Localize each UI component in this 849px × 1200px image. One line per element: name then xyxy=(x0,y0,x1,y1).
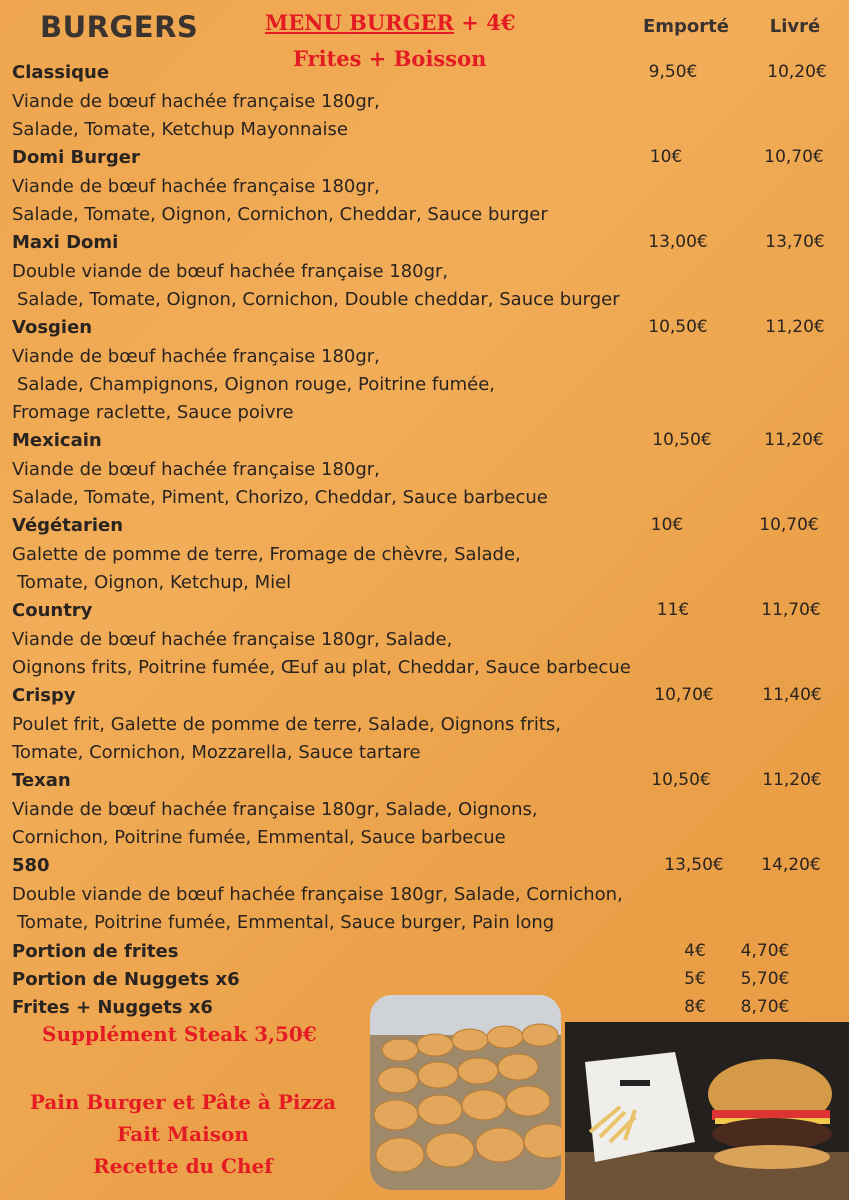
item-description-line: Double viande de bœuf hachée française 180gr, xyxy=(12,261,449,282)
item-price-delivered: 13,70€ xyxy=(765,232,825,252)
item-description-line: Viande de bœuf hachée française 180gr, xyxy=(12,346,380,367)
supplement-steak: Supplément Steak 3,50€ xyxy=(42,1022,317,1046)
menu-offer-heading xyxy=(265,10,515,35)
item-description-line: Viande de bœuf hachée française 180gr, xyxy=(12,91,380,112)
item-description-line: Tomate, Poitrine fumée, Emmental, Sauce burger, Pain long xyxy=(17,912,555,933)
item-description-line: Fromage raclette, Sauce poivre xyxy=(12,402,294,423)
item-description-line: Viande de bœuf hachée française 180gr, Salade, Oignons, xyxy=(12,799,538,820)
side-name: Frites + Nuggets x6 xyxy=(12,997,213,1018)
menu-offer-subtitle: Frites + Boisson xyxy=(293,46,487,71)
side-price-takeaway: 5€ xyxy=(684,969,706,989)
side-price-delivered: 8,70€ xyxy=(740,997,790,1017)
item-description-line: Salade, Tomate, Ketchup Mayonnaise xyxy=(12,119,348,140)
item-price-takeaway: 10€ xyxy=(649,147,683,167)
item-name: Vosgien xyxy=(12,317,93,338)
item-price-takeaway: 10,50€ xyxy=(652,430,712,450)
item-description-line: Salade, Tomate, Piment, Chorizo, Cheddar, Sauce barbecue xyxy=(12,487,548,508)
side-price-takeaway: 4€ xyxy=(684,941,706,961)
homemade-line-3: Recette du Chef xyxy=(93,1154,273,1178)
item-price-delivered: 11,20€ xyxy=(765,317,825,337)
item-price-takeaway: 10€ xyxy=(650,515,684,535)
item-price-takeaway: 13,00€ xyxy=(648,232,708,252)
burger-and-fries-photo xyxy=(565,1022,849,1200)
item-description-line: Salade, Tomate, Oignon, Cornichon, Double cheddar, Sauce burger xyxy=(17,289,620,310)
item-name: Country xyxy=(12,600,93,621)
item-name: Domi Burger xyxy=(12,147,140,168)
item-name: Mexicain xyxy=(12,430,102,451)
item-name: Texan xyxy=(12,770,71,791)
item-description-line: Salade, Tomate, Oignon, Cornichon, Cheddar, Sauce burger xyxy=(12,204,548,225)
item-price-delivered: 10,70€ xyxy=(759,515,819,535)
item-name: Classique xyxy=(12,62,110,83)
homemade-bread-buns-photo xyxy=(370,995,561,1190)
homemade-line-1: Pain Burger et Pâte à Pizza xyxy=(29,1090,337,1114)
item-description-line: Tomate, Cornichon, Mozzarella, Sauce tartare xyxy=(12,742,421,763)
item-description-line: Double viande de bœuf hachée française 180gr, Salade, Cornichon, xyxy=(12,884,623,905)
column-header-delivered: Livré xyxy=(769,16,821,37)
side-name: Portion de Nuggets x6 xyxy=(12,969,240,990)
item-price-delivered: 11,70€ xyxy=(761,600,821,620)
item-description-line: Salade, Champignons, Oignon rouge, Poitrine fumée, xyxy=(17,374,496,395)
column-header-takeaway: Emporté xyxy=(643,16,729,37)
item-description-line: Oignons frits, Poitrine fumée, Œuf au plat, Cheddar, Sauce barbecue xyxy=(12,657,631,678)
item-price-takeaway: 10,50€ xyxy=(648,317,708,337)
page-title: BURGERS xyxy=(40,10,199,44)
item-price-takeaway: 10,70€ xyxy=(654,685,714,705)
side-name: Portion de frites xyxy=(12,941,179,962)
side-price-delivered: 5,70€ xyxy=(740,969,790,989)
side-price-takeaway: 8€ xyxy=(684,997,706,1017)
item-description-line: Tomate, Oignon, Ketchup, Miel xyxy=(17,572,292,593)
item-name: Végétarien xyxy=(12,515,124,536)
item-price-takeaway: 11€ xyxy=(656,600,690,620)
item-price-delivered: 11,20€ xyxy=(764,430,824,450)
item-name: 580 xyxy=(12,855,50,876)
item-price-delivered: 10,70€ xyxy=(764,147,824,167)
item-price-delivered: 10,20€ xyxy=(767,62,827,82)
item-price-delivered: 14,20€ xyxy=(761,855,821,875)
item-price-delivered: 11,20€ xyxy=(762,770,822,790)
item-description-line: Galette de pomme de terre, Fromage de chèvre, Salade, xyxy=(12,544,521,565)
item-description-line: Viande de bœuf hachée française 180gr, xyxy=(12,176,380,197)
side-price-delivered: 4,70€ xyxy=(740,941,790,961)
item-description-line: Viande de bœuf hachée française 180gr, xyxy=(12,459,380,480)
menu-offer-label: MENU BURGER xyxy=(265,10,454,35)
item-price-takeaway: 13,50€ xyxy=(664,855,724,875)
item-name: Crispy xyxy=(12,685,76,706)
item-price-delivered: 11,40€ xyxy=(762,685,822,705)
item-price-takeaway: 9,50€ xyxy=(648,62,698,82)
item-description-line: Poulet frit, Galette de pomme de terre, Salade, Oignons frits, xyxy=(12,714,562,735)
item-description-line: Cornichon, Poitrine fumée, Emmental, Sauce barbecue xyxy=(12,827,506,848)
menu-offer-price: + 4€ xyxy=(461,10,516,35)
homemade-line-2: Fait Maison xyxy=(117,1122,249,1146)
item-description-line: Viande de bœuf hachée française 180gr, Salade, xyxy=(12,629,453,650)
item-price-takeaway: 10,50€ xyxy=(651,770,711,790)
item-name: Maxi Domi xyxy=(12,232,119,253)
